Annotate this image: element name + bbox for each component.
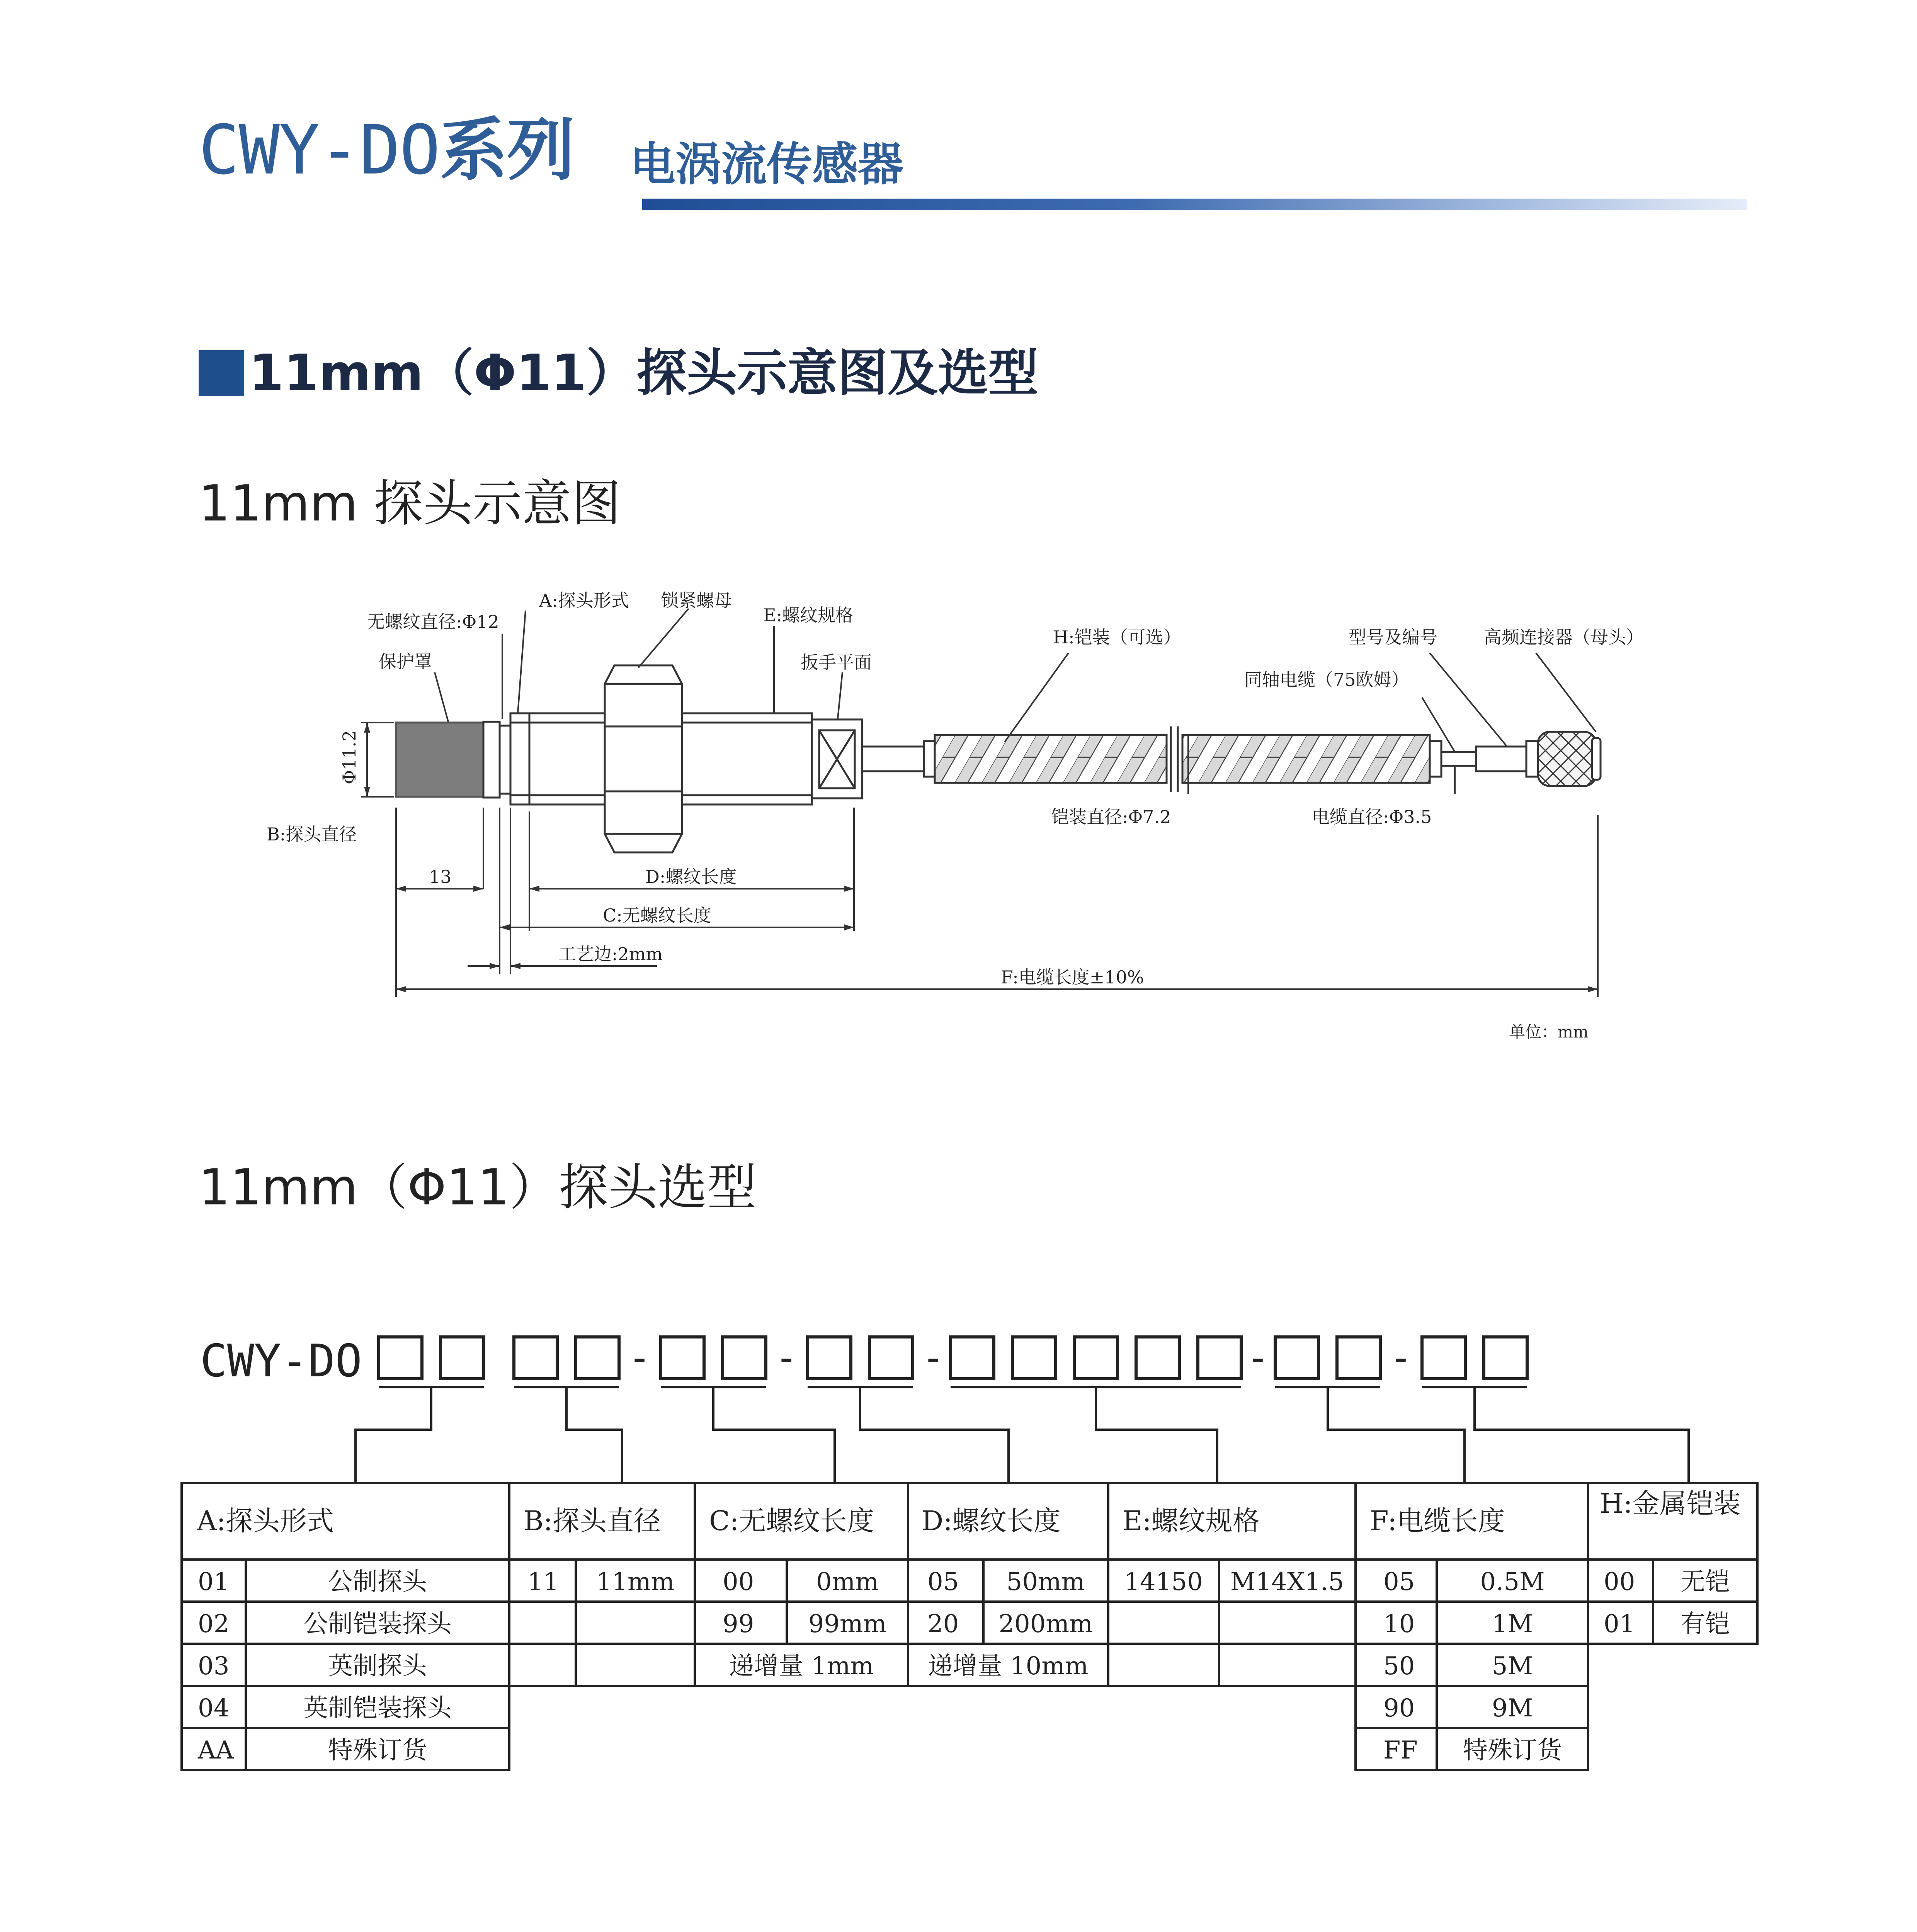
- armor-shape-2: [1182, 735, 1430, 783]
- section-title-text: 11mm（Φ11）探头示意图及选型: [249, 344, 1039, 402]
- f-row-3-code: 50: [1383, 1652, 1415, 1680]
- label-phi-11-2: Φ11.2: [339, 730, 360, 784]
- f-row-5-code: FF: [1383, 1736, 1418, 1765]
- label-unit: 单位：mm: [1509, 1022, 1589, 1041]
- d-row-1-desc: 50mm: [1006, 1568, 1085, 1596]
- c-row-2-desc: 99mm: [808, 1610, 887, 1638]
- label-unthreaded-len: C:无螺纹长度: [603, 905, 711, 926]
- c-row-2-code: 99: [723, 1610, 754, 1638]
- label-coax: 同轴电缆（75欧姆）: [1244, 669, 1409, 690]
- a-row-3-desc: 英制探头: [328, 1652, 427, 1680]
- label-armor-dia: 铠装直径:Φ7.2: [1051, 806, 1171, 827]
- d-row-2-desc: 200mm: [998, 1610, 1093, 1638]
- code-connectors: [356, 1387, 1689, 1483]
- h-row-1-desc: 无铠: [1681, 1568, 1730, 1596]
- protect-cover-shape: [396, 723, 483, 797]
- lock-nut-shape: [605, 665, 682, 852]
- f-row-4-desc: 9M: [1492, 1694, 1533, 1723]
- label-lock-nut: 锁紧螺母: [661, 590, 732, 611]
- c-row-1-desc: 0mm: [816, 1568, 879, 1596]
- label-cable-dia: 电缆直径:Φ3.5: [1312, 806, 1432, 827]
- a-row-2-desc: 公制铠装探头: [303, 1610, 452, 1638]
- h-row-1-code: 00: [1604, 1568, 1635, 1596]
- coax-cable-shape: [1441, 752, 1476, 766]
- connector-shape: [1538, 732, 1596, 786]
- header-e: E:螺纹规格: [1123, 1505, 1260, 1537]
- label-thread-len: D:螺纹长度: [645, 866, 737, 887]
- label-armor: H:铠装（可选）: [1053, 627, 1181, 648]
- code-boxes: [379, 1337, 1527, 1379]
- label-wrench-flat: 扳手平面: [801, 652, 872, 673]
- f-row-5-desc: 特殊订货: [1463, 1736, 1562, 1765]
- code-dash-3: -: [922, 1335, 945, 1380]
- a-row-5-code: AA: [198, 1736, 234, 1765]
- armor-shape-1: [935, 735, 1167, 783]
- label-probe-form: A:探头形式: [539, 590, 629, 611]
- b-row-1-code: 11: [527, 1568, 559, 1596]
- label-craft-edge: 工艺边:2mm: [558, 944, 663, 964]
- label-cable-len: F:电缆长度±10%: [1001, 967, 1144, 988]
- label-probe-dia: B:探头直径: [267, 824, 357, 845]
- code-dash-4: -: [1246, 1335, 1270, 1380]
- f-row-2-code: 10: [1383, 1610, 1415, 1638]
- label-dim-13: 13: [429, 866, 452, 887]
- a-row-4-desc: 英制铠装探头: [303, 1694, 452, 1723]
- e-row-1-desc: M14X1.5: [1230, 1568, 1344, 1596]
- f-row-4-code: 90: [1383, 1694, 1415, 1723]
- label-protect-cover: 保护罩: [379, 651, 432, 672]
- series-suffix: 系列: [439, 110, 574, 190]
- header-subtitle: 电涡流传感器: [630, 138, 904, 191]
- header-c: C:无螺纹长度: [709, 1505, 874, 1537]
- header-b: B:探头直径: [524, 1505, 661, 1537]
- f-row-1-desc: 0.5M: [1480, 1568, 1545, 1596]
- selection-heading: 11mm（Φ11）探头选型: [199, 1159, 757, 1216]
- label-hf-connector: 高频连接器（母头）: [1484, 627, 1644, 648]
- a-row-3-code: 03: [198, 1652, 230, 1680]
- c-row-1-code: 00: [723, 1568, 754, 1596]
- h-row-2-code: 01: [1604, 1610, 1635, 1638]
- header-d: D:螺纹长度: [922, 1505, 1061, 1537]
- b-row-1-desc: 11mm: [596, 1568, 675, 1596]
- d-row-2-code: 20: [927, 1610, 959, 1638]
- order-code-line: [0, 1294, 1917, 1488]
- header-a: A:探头形式: [197, 1505, 334, 1537]
- code-dash-1: -: [628, 1335, 651, 1380]
- f-row-2-desc: 1M: [1492, 1610, 1533, 1638]
- d-note: 递增量 10mm: [928, 1652, 1089, 1680]
- c-note: 递增量 1mm: [729, 1652, 874, 1680]
- a-row-5-desc: 特殊订货: [328, 1736, 427, 1765]
- header-f: F:电缆长度: [1370, 1505, 1505, 1537]
- a-row-4-code: 04: [198, 1694, 230, 1723]
- selection-table: [0, 1480, 1917, 1789]
- f-row-3-desc: 5M: [1492, 1652, 1533, 1680]
- code-prefix: CWY-DO: [200, 1335, 362, 1387]
- h-row-2-desc: 有铠: [1681, 1610, 1730, 1638]
- label-unthreaded-dia: 无螺纹直径:Φ12: [367, 611, 499, 632]
- diagram-heading: 11mm 探头示意图: [199, 475, 621, 532]
- a-row-2-code: 02: [198, 1610, 230, 1638]
- a-row-1-desc: 公制探头: [328, 1568, 427, 1596]
- code-dash-2: -: [775, 1335, 798, 1380]
- series-prefix: CWY-DO: [199, 111, 440, 190]
- label-thread-spec: E:螺纹规格: [763, 605, 854, 626]
- header-h: H:金属铠装: [1600, 1488, 1741, 1519]
- e-row-1-code: 14150: [1124, 1568, 1203, 1596]
- code-dash-5: -: [1389, 1335, 1413, 1380]
- d-row-1-code: 05: [927, 1568, 959, 1596]
- f-row-1-code: 05: [1383, 1568, 1415, 1596]
- header-h-wrap: [1600, 1487, 1754, 1556]
- label-model-no: 型号及编号: [1349, 627, 1437, 648]
- a-row-1-code: 01: [198, 1568, 230, 1596]
